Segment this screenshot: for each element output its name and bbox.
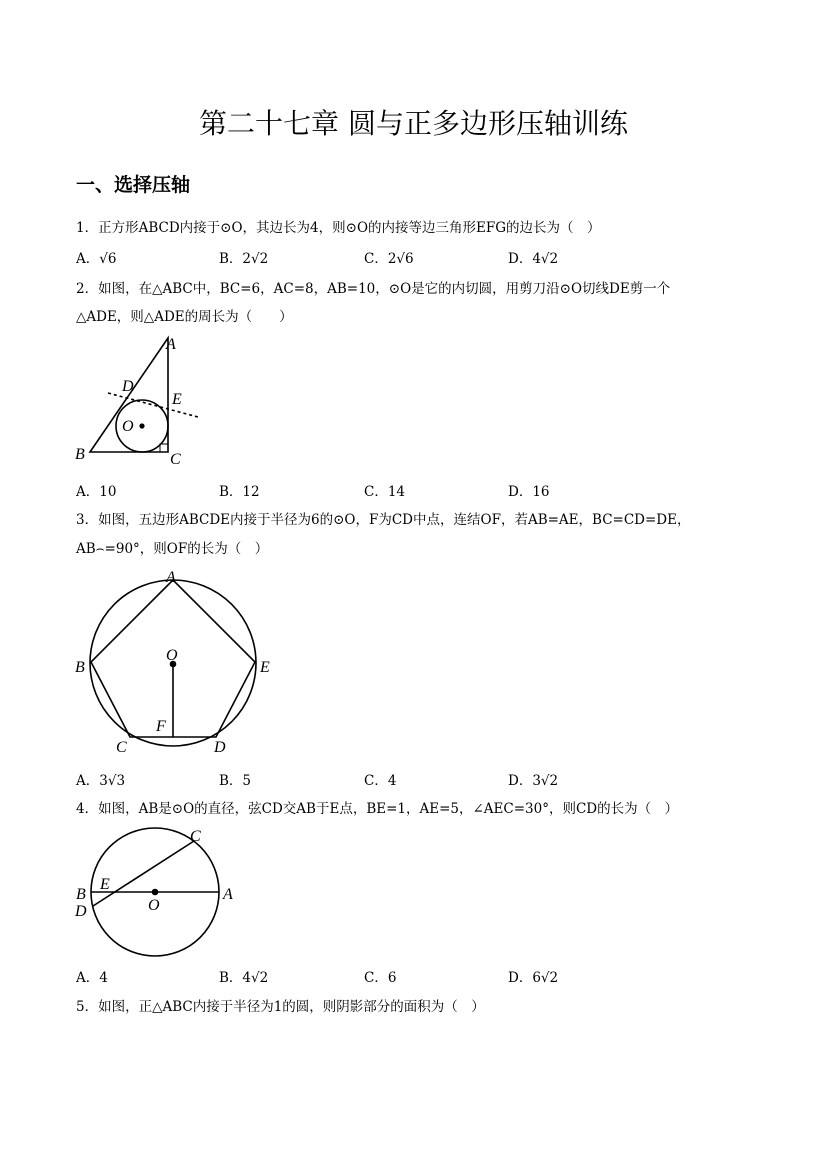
section-heading: 一、选择压轴 <box>76 174 191 196</box>
q2-option-b: B．12 <box>219 484 260 500</box>
question-3-text-cont: AB⌢=90°，则OF的长为（ ） <box>76 541 269 557</box>
label-b: B <box>75 446 85 463</box>
q1-option-c: C．2√6 <box>364 251 414 267</box>
label-b: B <box>75 659 85 676</box>
label-a: A <box>223 886 233 903</box>
label-a: A <box>166 569 176 586</box>
label-e: E <box>100 876 110 893</box>
label-c: C <box>190 828 201 845</box>
label-d: D <box>75 903 87 920</box>
figure-q4-circle <box>91 828 219 956</box>
q2-option-a: A．10 <box>76 484 117 500</box>
q3-option-a: A．3√3 <box>76 773 126 789</box>
q4-option-a: A．4 <box>76 970 108 986</box>
q1-option-b: B．2√2 <box>219 251 269 267</box>
figure-q4-labels <box>74 828 233 920</box>
question-2-text: 2．如图，在△ABC中，BC=6，AC=8，AB=10，⊙O是它的内切圆，用剪刀沿⊙O切线DE剪一个 <box>76 281 671 297</box>
label-o: O <box>166 647 178 664</box>
q1-option-a: A．√6 <box>76 251 117 267</box>
label-o: O <box>148 897 160 914</box>
page-title: 第二十七章 圆与正多边形压轴训练 <box>199 107 628 140</box>
question-1-text: 1．正方形ABCD内接于⊙O，其边长为4，则⊙O的内接等边三角形EFG的边长为（ ） <box>76 220 601 236</box>
q2-option-c: C．14 <box>364 484 406 500</box>
label-b: B <box>76 886 86 903</box>
label-c: C <box>116 739 127 756</box>
q4-option-d: D．6√2 <box>508 970 559 986</box>
q2-option-d: D．16 <box>508 484 550 500</box>
question-3-text: 3．如图，五边形ABCDE内接于半径为6的⊙O，F为CD中点，连结OF，若AB=AE，BC=CD=DE， <box>76 512 691 528</box>
q3-option-b: B．5 <box>219 773 252 789</box>
label-e: E <box>260 659 270 676</box>
question-4-text: 4．如图，AB是⊙O的直径，弦CD交AB于E点，BE=1，AE=5，∠AEC=30°，则CD的长为（ ） <box>76 801 679 817</box>
q4-option-b: B．4√2 <box>219 970 269 986</box>
label-e: E <box>172 391 182 408</box>
figure-q2-triangle <box>90 338 198 452</box>
q3-option-d: D．3√2 <box>508 773 559 789</box>
label-f: F <box>156 718 166 735</box>
q4-option-c: C．6 <box>364 970 397 986</box>
q3-option-c: C．4 <box>364 773 397 789</box>
label-o: O <box>122 418 134 435</box>
label-a: A <box>166 336 176 353</box>
label-c: C <box>170 451 181 468</box>
label-d: D <box>122 378 134 395</box>
label-d: D <box>214 739 226 756</box>
question-2-text-cont: △ADE，则△ADE的周长为（ ） <box>76 309 293 325</box>
q1-option-d: D．4√2 <box>508 251 559 267</box>
question-5-text: 5．如图，正△ABC内接于半径为1的圆，则阴影部分的面积为（ ） <box>76 999 485 1015</box>
